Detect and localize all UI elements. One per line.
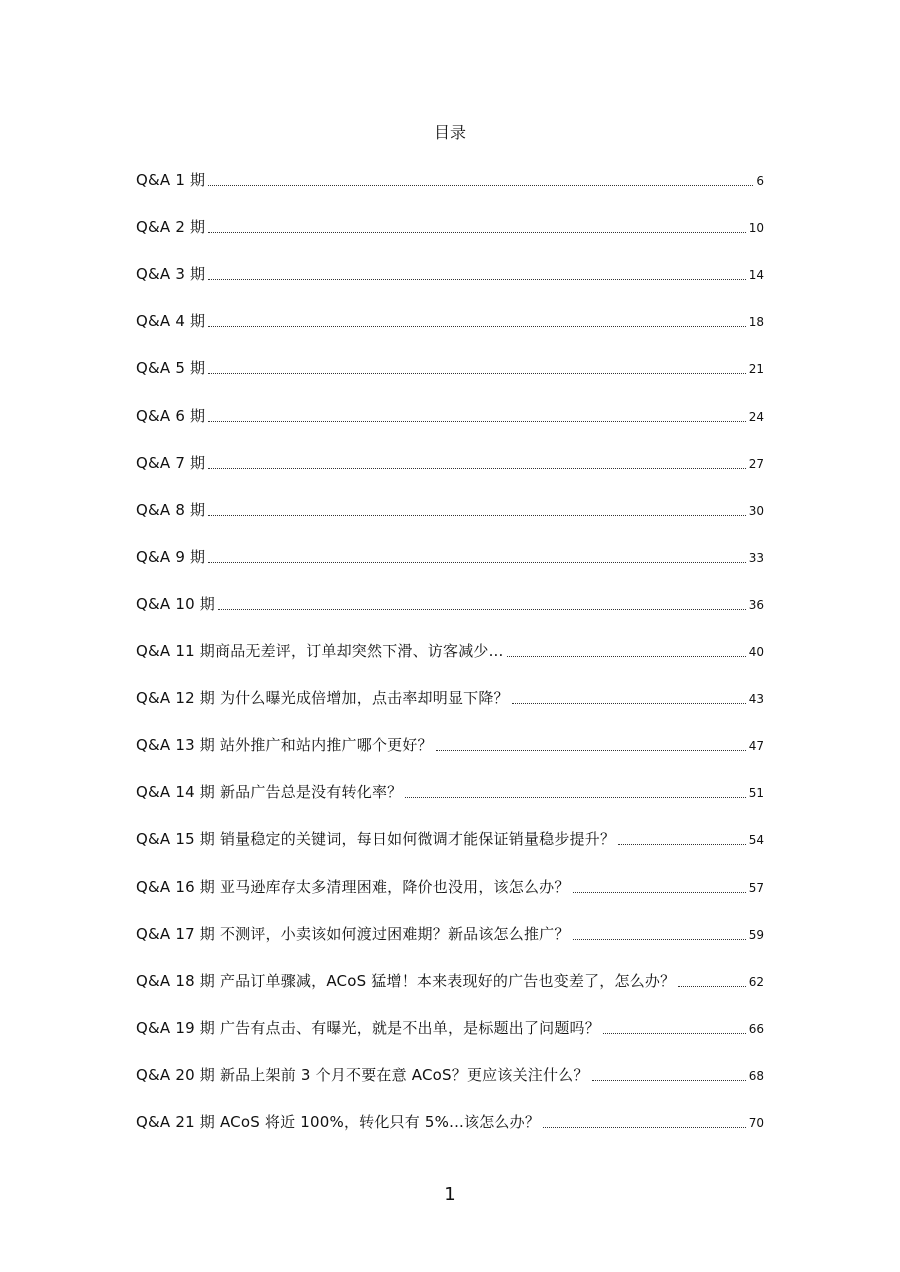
toc-title: 目录 xyxy=(433,123,466,142)
toc-entry[interactable] xyxy=(136,1065,764,1112)
toc-entry-title: Q&A 19 期 广告有点击、有曝光，就是不出单，是标题出了问题吗？ xyxy=(136,1018,600,1037)
dot-leader xyxy=(618,844,746,845)
toc-entry[interactable] xyxy=(136,924,764,971)
toc-entry-title: Q&A 7 期 xyxy=(136,453,206,472)
toc-entry-page: 27 xyxy=(748,456,764,471)
dot-leader xyxy=(208,185,753,186)
toc-list xyxy=(136,170,764,1159)
toc-entry-title: Q&A 10 期 xyxy=(136,594,215,613)
toc-entry[interactable] xyxy=(136,358,764,405)
toc-entry-page: 21 xyxy=(748,362,764,377)
toc-entry[interactable] xyxy=(136,170,764,217)
dot-leader xyxy=(208,373,745,374)
toc-entry-title: Q&A 6 期 xyxy=(136,406,206,425)
toc-entry-page: 57 xyxy=(748,880,764,895)
toc-entry-page: 6 xyxy=(756,174,764,189)
toc-entry-page: 40 xyxy=(748,645,764,660)
toc-entry-title: Q&A 1 期 xyxy=(136,171,206,190)
toc-entry-title: Q&A 13 期 站外推广和站内推广哪个更好？ xyxy=(136,736,433,755)
dot-leader xyxy=(208,468,745,469)
toc-entry-title: Q&A 5 期 xyxy=(136,359,206,378)
toc-entry-title: Q&A 11 期商品无差评，订单却突然下滑、访客减少... xyxy=(136,642,504,661)
dot-leader xyxy=(543,1127,746,1128)
toc-entry-title: Q&A 20 期 新品上架前 3 个月不要在意 ACoS？更应该关注什么？ xyxy=(136,1065,589,1084)
dot-leader xyxy=(573,939,746,940)
toc-entry-title: Q&A 15 期 销量稳定的关键词，每日如何微调才能保证销量稳步提升？ xyxy=(136,830,616,849)
toc-entry-title: Q&A 21 期 ACoS 将近 100%，转化只有 5%...该怎么办？ xyxy=(136,1112,541,1131)
toc-entry[interactable] xyxy=(136,453,764,500)
toc-entry[interactable] xyxy=(136,1112,764,1159)
dot-leader xyxy=(512,703,746,704)
dot-leader xyxy=(573,892,746,893)
toc-entry-title: Q&A 16 期 亚马逊库存太多清理困难，降价也没用，该怎么办？ xyxy=(136,877,570,896)
toc-entry[interactable] xyxy=(136,641,764,688)
toc-entry[interactable] xyxy=(136,688,764,735)
toc-entry-title: Q&A 12 期 为什么曝光成倍增加，点击率却明显下降？ xyxy=(136,689,509,708)
toc-entry[interactable] xyxy=(136,217,764,264)
toc-entry-title: Q&A 9 期 xyxy=(136,547,206,566)
dot-leader xyxy=(678,986,745,987)
dot-leader xyxy=(208,326,745,327)
toc-entry-page: 18 xyxy=(748,315,764,330)
dot-leader xyxy=(603,1033,746,1034)
dot-leader xyxy=(592,1080,746,1081)
dot-leader xyxy=(218,609,746,610)
toc-entry[interactable] xyxy=(136,264,764,311)
toc-entry-title: Q&A 3 期 xyxy=(136,265,206,284)
toc-entry-page: 62 xyxy=(748,974,764,989)
toc-entry[interactable] xyxy=(136,500,764,547)
toc-entry-title: Q&A 14 期 新品广告总是没有转化率？ xyxy=(136,783,403,802)
toc-entry-page: 54 xyxy=(748,833,764,848)
toc-entry-page: 51 xyxy=(748,786,764,801)
toc-entry-page: 33 xyxy=(748,550,764,565)
toc-entry-page: 14 xyxy=(748,268,764,283)
toc-entry-page: 43 xyxy=(748,692,764,707)
toc-entry-page: 68 xyxy=(748,1068,764,1083)
toc-entry-title: Q&A 18 期 产品订单骤减，ACoS 猛增！本来表现好的广告也变差了，怎么办？ xyxy=(136,971,676,990)
dot-leader xyxy=(208,232,745,233)
toc-entry-page: 59 xyxy=(748,927,764,942)
dot-leader xyxy=(507,656,746,657)
dot-leader xyxy=(208,562,745,563)
toc-entry[interactable] xyxy=(136,971,764,1018)
toc-entry-title: Q&A 8 期 xyxy=(136,500,206,519)
dot-leader xyxy=(208,421,745,422)
toc-entry-page: 70 xyxy=(748,1115,764,1130)
dot-leader xyxy=(208,279,745,280)
toc-entry-page: 66 xyxy=(748,1021,764,1036)
toc-entry[interactable] xyxy=(136,311,764,358)
toc-entry-page: 10 xyxy=(748,221,764,236)
dot-leader xyxy=(405,797,745,798)
toc-entry[interactable] xyxy=(136,1018,764,1065)
toc-entry[interactable] xyxy=(136,594,764,641)
toc-entry-title: Q&A 17 期 不测评，小卖该如何渡过困难期？新品该怎么推广？ xyxy=(136,924,570,943)
toc-entry[interactable] xyxy=(136,782,764,829)
toc-entry-page: 30 xyxy=(748,503,764,518)
dot-leader xyxy=(208,515,745,516)
toc-entry[interactable] xyxy=(136,405,764,452)
dot-leader xyxy=(436,750,746,751)
toc-entry[interactable] xyxy=(136,547,764,594)
page-number: 1 xyxy=(444,1184,456,1205)
toc-entry-title: Q&A 2 期 xyxy=(136,218,206,237)
toc-entry[interactable] xyxy=(136,829,764,876)
toc-entry[interactable] xyxy=(136,876,764,923)
toc-entry-page: 24 xyxy=(748,409,764,424)
toc-entry[interactable] xyxy=(136,735,764,782)
toc-entry-page: 47 xyxy=(748,739,764,754)
toc-entry-page: 36 xyxy=(748,597,764,612)
toc-entry-title: Q&A 4 期 xyxy=(136,312,206,331)
